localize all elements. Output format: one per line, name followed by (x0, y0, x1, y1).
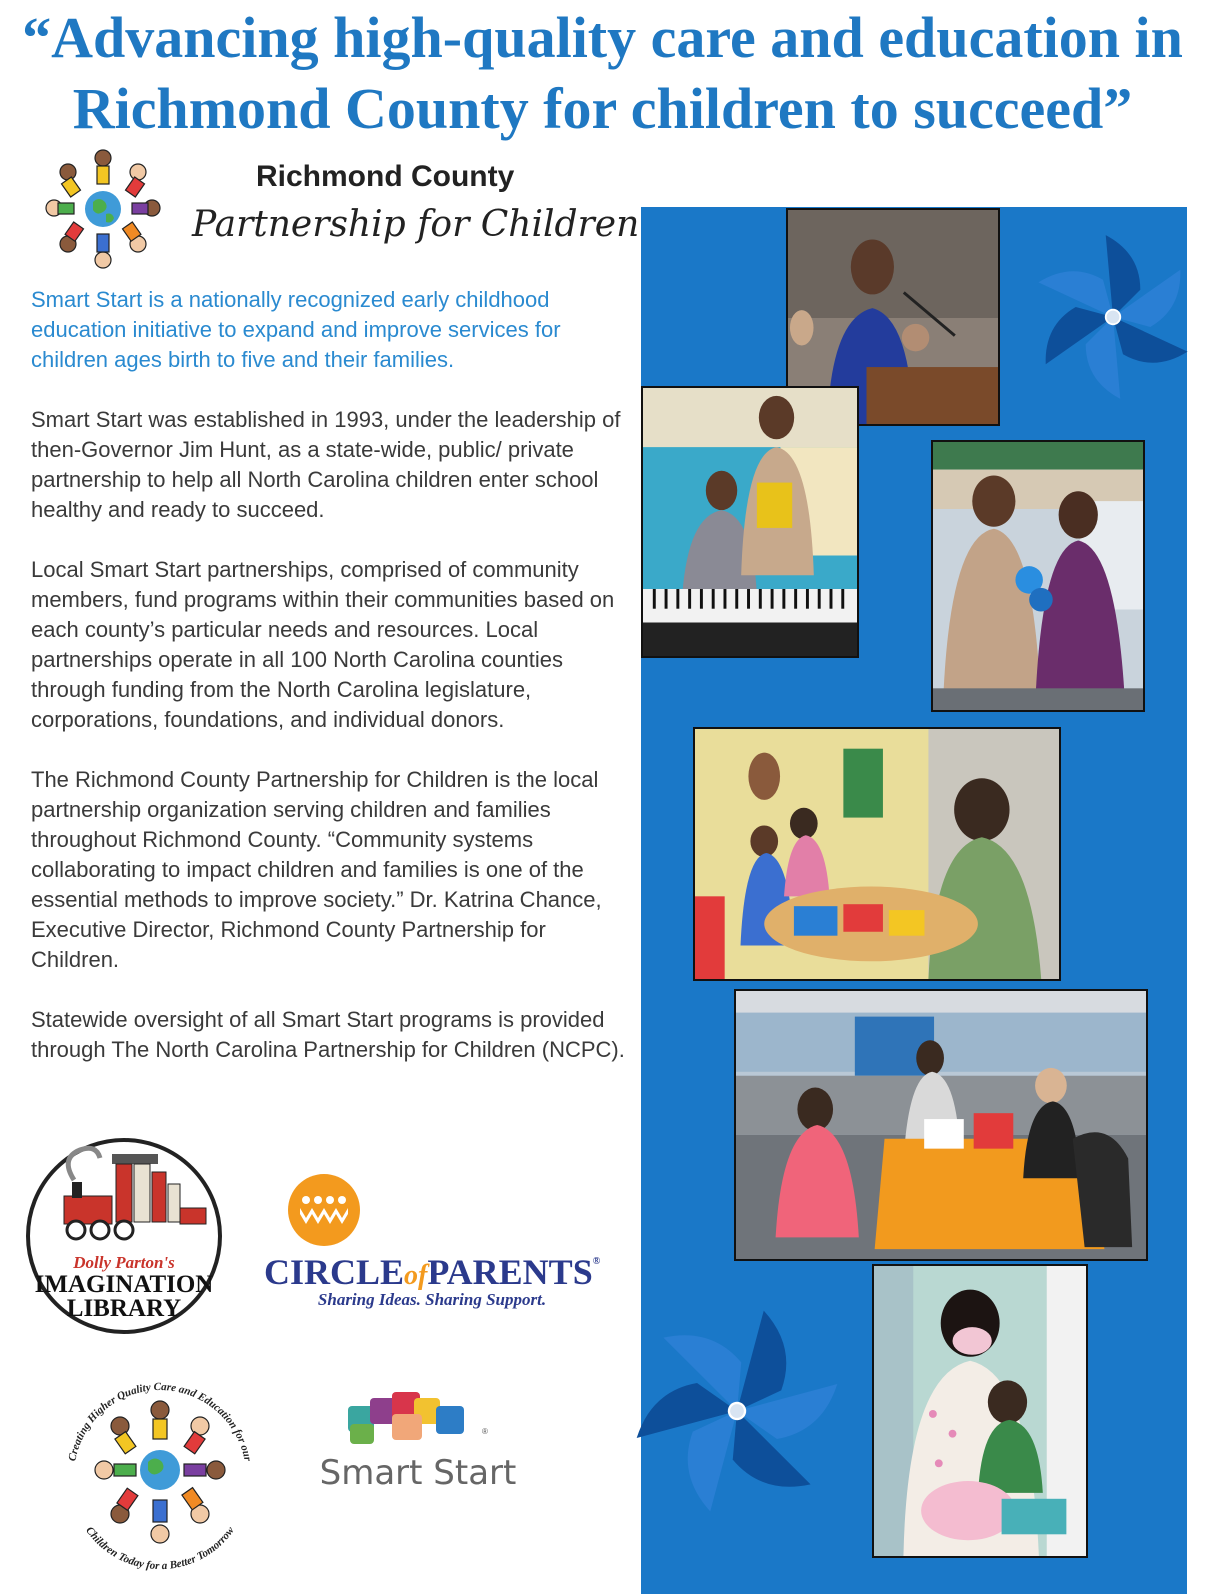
pinwheel-icon (622, 1296, 852, 1526)
body-text (31, 285, 631, 1095)
local-partnerships-paragraph: Local Smart Start partnerships, comprised of community members, fund programs within their communities based on each county’s particular needs and resources. Local partnerships operate in all 100 North Carolina counties through funding from the North Carolina legislature, corporations, foundations, and individual donors. (31, 557, 615, 732)
org-name-line-2: Partnership for Children (192, 204, 640, 245)
smart-start-logo (310, 1392, 530, 1502)
intro-paragraph: Smart Start is a nationally recognized early childhood education initiative to expand and improve services for children ages birth to five and their families. (31, 287, 561, 372)
org-name-line-1: Richmond County (256, 160, 515, 193)
circle-name-circle: CIRCLE (264, 1252, 405, 1292)
history-paragraph: Smart Start was established in 1993, under the leadership of then-Governor Jim Hunt, as a state-wide, public/ private partnership to help all North Carolina children enter school healthy and ready to succeed. (31, 407, 621, 522)
children-globe-logo (38, 144, 168, 274)
imagination-library-text: LIBRARY (66, 1295, 182, 1322)
imagination-library-logo (24, 1136, 224, 1336)
rcpc-paragraph: The Richmond County Partnership for Children is the local partnership organization serving children and families throughout Richmond County. “Community systems collaborating to impact children and families is one of the essential methods to improve society.” Dr. Katrina Chance, Executive Director, Richmond County Partnership for Children. (31, 767, 602, 972)
svg-text:CIRCLEofPARENTS® (264, 1252, 601, 1292)
smart-start-registered-mark: ® (482, 1427, 488, 1436)
circle-name-of: of (404, 1260, 428, 1291)
circle-of-parents-logo (262, 1172, 602, 1312)
partnership-seal-logo (50, 1358, 270, 1578)
circle-tagline: Sharing Ideas. Sharing Support. (317, 1290, 547, 1309)
seal-arc-top-text: Creating Higher Quality Care and Education for our (66, 1380, 254, 1463)
seal-arc-bottom-text: Children Today for a Better Tomorrow (83, 1524, 237, 1573)
circle-registered-mark: ® (592, 1256, 601, 1267)
photo-women-with-pinwheels (931, 440, 1145, 712)
imagination-dolly-text: Dolly Parton's (73, 1253, 175, 1272)
photo-reading-with-children (693, 727, 1061, 981)
pinwheel-icon (1022, 226, 1204, 408)
imagination-word-text: IMAGINATION (34, 1271, 214, 1298)
oversight-paragraph: Statewide oversight of all Smart Start programs is provided through The North Carolina Partnership for Children (NCPC). (31, 1007, 625, 1062)
photo-children-with-book (641, 386, 859, 658)
photo-caregiver-with-baby (872, 1264, 1088, 1558)
photo-outdoor-event (734, 989, 1148, 1261)
headline-line-1: “Advancing high-quality care and education in (22, 5, 1183, 70)
smart-start-name: Smart Start (319, 1453, 517, 1493)
headline-line-2: Richmond County for children to succeed” (72, 76, 1133, 141)
circle-name-parents: PARENTS (427, 1252, 593, 1292)
page-headline (0, 2, 1205, 144)
